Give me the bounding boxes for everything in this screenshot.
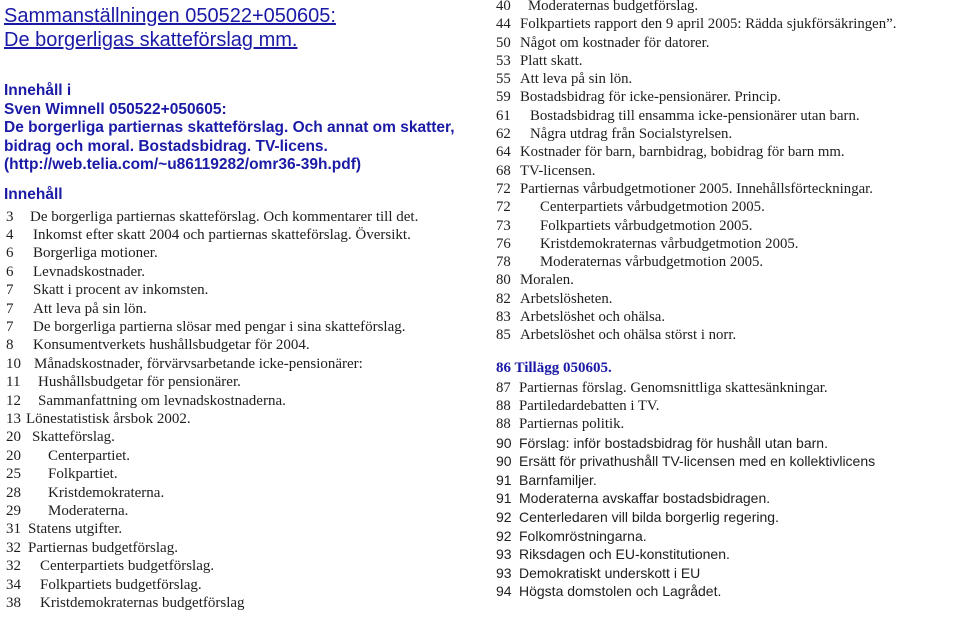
- toc-entry-label: Förslag: inför bostadsbidrag för hushåll utan barn.: [519, 434, 828, 451]
- toc-entry[interactable]: [496, 452, 956, 471]
- toc-page-number: 94: [496, 583, 512, 600]
- toc-page-number: 93: [496, 564, 512, 581]
- toc-page-number: 83: [496, 309, 511, 326]
- toc-entry-label: Folkpartiets vårbudgetmotion 2005.: [540, 217, 753, 234]
- toc-entry[interactable]: [4, 447, 482, 465]
- toc-entry-label: Att leva på sin lön.: [520, 71, 633, 88]
- toc-entry-label: Ersätt för privathushåll TV-licensen med en kollektivlicens: [519, 453, 876, 470]
- toc-entry-label: Moralen.: [520, 272, 574, 289]
- toc-page-number: 3: [6, 208, 14, 225]
- toc-entry-label: Borgerliga motioner.: [33, 245, 158, 262]
- toc-list-tillagg-sans: [496, 434, 956, 601]
- intro-line: Sven Wimnell 050522+050605:: [4, 100, 227, 118]
- toc-entry[interactable]: [4, 226, 482, 244]
- toc-entry[interactable]: [496, 143, 956, 161]
- toc-entry-label: Arbetslöshet och ohälsa störst i norr.: [520, 327, 737, 344]
- toc-entry[interactable]: [496, 217, 956, 235]
- toc-entry[interactable]: [496, 162, 956, 180]
- toc-entry-label: Bostadsbidrag för icke-pensionärer. Princip.: [520, 89, 781, 106]
- toc-entry[interactable]: [496, 0, 956, 15]
- toc-page-number: 40: [496, 0, 511, 14]
- toc-page-number: 80: [496, 272, 511, 289]
- toc-page-number: 12: [6, 392, 21, 409]
- toc-entry-label: Partiernas vårbudgetmotioner 2005. Innehållsförteckningar.: [520, 180, 873, 197]
- toc-entry-label: Månadskostnader, förvärvsarbetande icke-pensionärer:: [34, 355, 363, 372]
- document-title: [4, 4, 482, 52]
- intro-line: bidrag och moral. Bostadsbidrag. TV-licens.: [4, 137, 328, 155]
- right-column: [496, 0, 956, 601]
- toc-entry[interactable]: [4, 373, 482, 391]
- toc-entry[interactable]: [496, 379, 956, 397]
- toc-page-number: 92: [496, 527, 512, 544]
- toc-page-number: 93: [496, 546, 512, 563]
- toc-entry-label: Centerpartiets vårbudgetmotion 2005.: [540, 199, 765, 216]
- toc-entry-label: Några utdrag från Socialstyrelsen.: [530, 126, 733, 143]
- toc-entry-label: Arbetslöshet och ohälsa.: [520, 309, 666, 326]
- toc-entry[interactable]: [4, 428, 482, 446]
- toc-entry-label: Folkpartiets budgetförslag.: [40, 576, 202, 593]
- toc-page-number: 90: [496, 434, 512, 451]
- toc-page-number: 6: [6, 245, 14, 262]
- toc-entry-label: Att leva på sin lön.: [33, 300, 147, 317]
- toc-entry[interactable]: [496, 508, 956, 527]
- intro-line: (http://web.telia.com/~u86119282/omr36-39h.pdf): [4, 156, 362, 173]
- toc-page-number: 32: [6, 558, 21, 575]
- toc-entry-label: Konsumentverkets hushållsbudgetar för 2004.: [33, 337, 310, 354]
- toc-page-number: 88: [496, 397, 511, 414]
- toc-page-number: 82: [496, 290, 511, 307]
- toc-entry[interactable]: [496, 545, 956, 564]
- document-title-line-1: Sammanställningen 050522+050605:: [4, 5, 336, 27]
- toc-entry[interactable]: [496, 471, 956, 490]
- toc-page-number: 76: [496, 235, 511, 252]
- toc-page-number: 92: [496, 508, 512, 525]
- toc-page-number: 29: [6, 503, 21, 519]
- toc-entry[interactable]: [4, 557, 482, 575]
- toc-page-number: 50: [496, 34, 511, 51]
- toc-entry-label: Något om kostnader för datorer.: [520, 34, 710, 51]
- toc-entry[interactable]: [4, 281, 482, 299]
- toc-entry[interactable]: [496, 235, 956, 253]
- toc-page-number: 44: [496, 16, 511, 33]
- toc-entry[interactable]: [496, 397, 956, 415]
- toc-entry[interactable]: [4, 208, 482, 226]
- toc-entry[interactable]: [496, 582, 956, 601]
- toc-entry-label: Partiernas politik.: [519, 416, 625, 433]
- toc-entry-label: Moderaternas budgetförslag.: [528, 0, 699, 14]
- toc-entry-label: Statens utgifter.: [28, 521, 123, 538]
- toc-page-number: 78: [496, 254, 511, 271]
- intro-line: De borgerliga partiernas skatteförslag. Och annat om skatter,: [4, 119, 455, 136]
- toc-entry-label: Folkpartiets rapport den 9 april 2005: Rädda sjukförsäkringen”.: [520, 16, 897, 33]
- toc-page-number: 91: [496, 490, 512, 507]
- toc-page-number: 28: [6, 484, 21, 501]
- toc-entry[interactable]: [4, 484, 482, 502]
- toc-page-number: 32: [6, 539, 21, 556]
- toc-entry-label: TV-licensen.: [520, 162, 596, 179]
- toc-entry-label: Kristdemokraternas budgetförslag: [40, 595, 245, 612]
- toc-page-number: 55: [496, 71, 511, 88]
- toc-page-number: 88: [496, 416, 511, 433]
- toc-page-number: 90: [496, 453, 512, 470]
- toc-entry-label: Skatt i procent av inkomsten.: [33, 282, 209, 299]
- toc-page-number: 85: [496, 327, 511, 344]
- toc-entry[interactable]: [4, 520, 482, 538]
- toc-entry[interactable]: [4, 594, 482, 612]
- toc-entry-label: Högsta domstolen och Lagrådet.: [519, 583, 722, 600]
- toc-page-number: 34: [6, 576, 21, 593]
- toc-page-number: 11: [6, 374, 21, 391]
- intro-line: Innehåll i: [4, 82, 72, 99]
- toc-entry[interactable]: [496, 34, 956, 52]
- toc-entry-label: Inkomst efter skatt 2004 och partiernas skatteförslag. Översikt.: [33, 226, 411, 243]
- toc-entry[interactable]: [496, 308, 956, 326]
- toc-page-number: 20: [6, 447, 21, 464]
- document-title-line-2: De borgerligas skatteförslag mm.: [4, 29, 298, 51]
- toc-entry[interactable]: [4, 300, 482, 318]
- toc-entry[interactable]: [4, 392, 482, 410]
- toc-entry[interactable]: [4, 410, 482, 428]
- toc-entry[interactable]: [496, 15, 956, 33]
- toc-entry[interactable]: [4, 244, 482, 262]
- toc-page-number: 73: [496, 217, 511, 234]
- toc-entry[interactable]: [4, 336, 482, 354]
- toc-entry-label: De borgerliga partiernas skatteförslag. Och kommentarer till det.: [30, 208, 419, 225]
- toc-entry[interactable]: [496, 415, 956, 433]
- toc-entry-label: Kostnader för barn, barnbidrag, bobidrag för barn mm.: [520, 144, 845, 161]
- toc-page-number: 10: [6, 355, 21, 372]
- toc-page-number: 7: [6, 318, 14, 335]
- toc-page-number: 20: [6, 429, 21, 446]
- toc-entry[interactable]: [496, 198, 956, 216]
- toc-entry-label: Riksdagen och EU-konstitutionen.: [519, 546, 730, 563]
- intro-block: [4, 82, 482, 175]
- toc-entry-label: Arbetslösheten.: [520, 290, 613, 307]
- toc-entry-label: Skatteförslag.: [32, 429, 115, 446]
- toc-entry-label: Sammanfattning om levnadskostnaderna.: [38, 392, 286, 409]
- toc-page-number: 7: [6, 300, 14, 317]
- toc-entry-label: Lönestatistisk årsbok 2002.: [26, 410, 191, 427]
- toc-entry[interactable]: [496, 290, 956, 308]
- toc-page-number: 91: [496, 471, 512, 488]
- toc-entry[interactable]: [4, 576, 482, 594]
- toc-entry[interactable]: [4, 355, 482, 373]
- toc-heading: Innehåll: [4, 185, 63, 203]
- toc-entry[interactable]: [496, 527, 956, 546]
- toc-page-number: 53: [496, 52, 511, 69]
- toc-entry-label: Centerpartiet.: [48, 447, 131, 464]
- toc-page-number: 87: [496, 379, 511, 396]
- toc-entry[interactable]: [496, 271, 956, 289]
- toc-page-number: 72: [496, 199, 511, 216]
- toc-entry[interactable]: [4, 502, 482, 520]
- toc-page-number: 68: [496, 162, 511, 179]
- toc-entry-label: Platt skatt.: [520, 52, 583, 69]
- toc-page-number: 38: [6, 595, 21, 612]
- toc-entry-label: Moderaterna avskaffar bostadsbidragen.: [519, 490, 771, 507]
- toc-page-number: 8: [6, 337, 14, 354]
- toc-page-number: 13: [6, 410, 21, 427]
- toc-entry-label: Partiledardebatten i TV.: [519, 397, 660, 414]
- toc-entry-label: Bostadsbidrag till ensamma icke-pensionärer utan barn.: [530, 107, 860, 124]
- toc-page-number: 61: [496, 107, 511, 124]
- toc-entry[interactable]: [496, 253, 956, 271]
- toc-entry[interactable]: [496, 125, 956, 143]
- toc-entry-label: Hushållsbudgetar för pensionärer.: [38, 374, 241, 391]
- toc-page-number: 7: [6, 282, 14, 299]
- tillagg-heading: 86 Tillägg 050605.: [496, 359, 612, 376]
- toc-entry[interactable]: [4, 539, 482, 557]
- toc-page-number: 25: [6, 466, 21, 483]
- toc-entry-label: Partiernas budgetförslag.: [28, 539, 178, 556]
- toc-entry[interactable]: [496, 70, 956, 88]
- toc-entry[interactable]: [496, 326, 956, 344]
- toc-page-number: 31: [6, 521, 21, 538]
- toc-entry-label: Centerledaren vill bilda borgerlig regering.: [519, 508, 779, 525]
- toc-entry-label: Levnadskostnader.: [33, 263, 146, 280]
- toc-entry[interactable]: [4, 263, 482, 281]
- toc-entry[interactable]: [496, 434, 956, 453]
- toc-entry-label: Partiernas förslag. Genomsnittliga skattesänkningar.: [519, 379, 828, 396]
- toc-page-number: 6: [6, 263, 14, 280]
- toc-entry-label: Moderaternas vårbudgetmotion 2005.: [540, 254, 764, 271]
- toc-entry[interactable]: [496, 489, 956, 508]
- toc-entry-label: Demokratiskt underskott i EU: [519, 564, 701, 581]
- toc-list-left: [4, 208, 482, 613]
- toc-entry[interactable]: [496, 564, 956, 583]
- toc-page-number: 59: [496, 89, 511, 106]
- toc-page-number: 72: [496, 180, 511, 197]
- toc-entry-label: De borgerliga partierna slösar med pengar i sina skatteförslag.: [33, 318, 406, 335]
- toc-entry[interactable]: [4, 465, 482, 483]
- toc-entry[interactable]: [496, 107, 956, 125]
- toc-list-right: [496, 0, 956, 345]
- toc-entry-label: Barnfamiljer.: [519, 471, 597, 488]
- toc-entry-label: Folkomröstningarna.: [519, 527, 647, 544]
- toc-entry[interactable]: [496, 88, 956, 106]
- toc-entry-label: Kristdemokraternas vårbudgetmotion 2005.: [540, 235, 799, 252]
- toc-entry[interactable]: [496, 52, 956, 70]
- toc-page-number: 62: [496, 126, 511, 143]
- toc-page-number: 4: [6, 226, 14, 243]
- toc-list-tillagg: [496, 379, 956, 434]
- toc-entry[interactable]: [4, 318, 482, 336]
- toc-entry-label: Kristdemokraterna.: [48, 484, 165, 501]
- toc-entry[interactable]: [496, 180, 956, 198]
- toc-entry-label: Moderaterna.: [48, 503, 129, 519]
- left-column: [4, 0, 482, 612]
- toc-page-number: 64: [496, 144, 511, 161]
- toc-entry-label: Folkpartiet.: [48, 466, 118, 483]
- toc-entry-label: Centerpartiets budgetförslag.: [40, 558, 215, 575]
